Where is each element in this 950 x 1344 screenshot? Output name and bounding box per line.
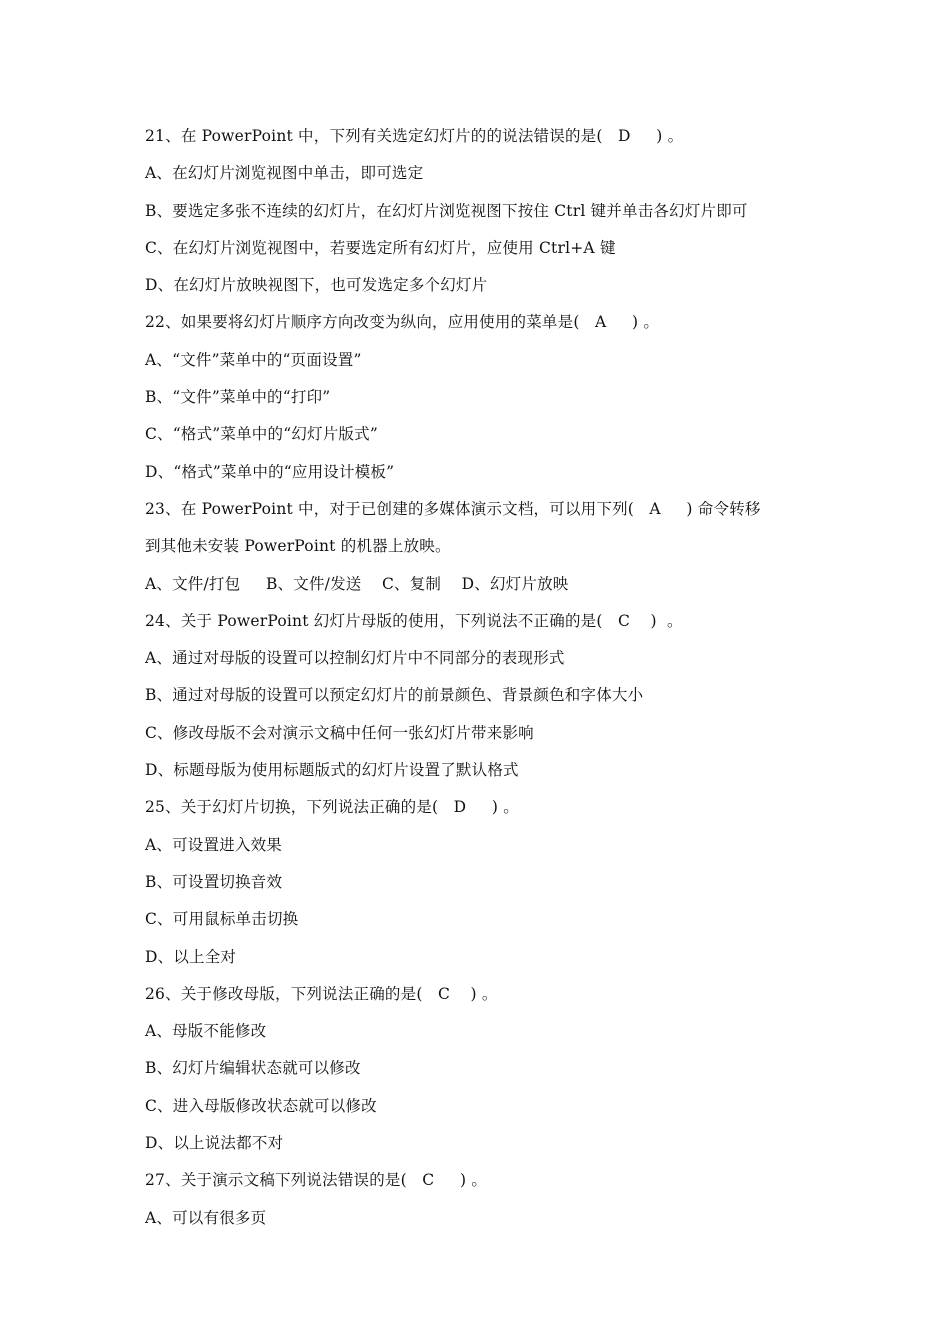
question-26-option-b: B、幻灯片编辑状态就可以修改 [145, 1059, 361, 1078]
question-25-option-d: D、以上全对 [145, 947, 237, 966]
question-25-option-c: C、可用鼠标单击切换 [145, 910, 299, 929]
question-21-option-c: C、在幻灯片浏览视图中，若要选定所有幻灯片，应使用 Ctrl+A 键 [145, 238, 616, 257]
question-24-stem: 24、关于 PowerPoint 幻灯片母版的使用，下列说法不正确的是( C ) 。 [145, 611, 683, 630]
question-25-stem: 25、关于幻灯片切换，下列说法正确的是( D ) 。 [145, 798, 519, 817]
question-24-option-b: B、通过对母版的设置可以预定幻灯片的前景颜色、背景颜色和字体大小 [145, 686, 644, 705]
question-26-stem: 26、关于修改母版，下列说法正确的是( C ) 。 [145, 984, 498, 1003]
question-27-option-a: A、可以有很多页 [145, 1208, 267, 1227]
question-25-option-b: B、可设置切换音效 [145, 872, 283, 891]
question-24-option-a: A、通过对母版的设置可以控制幻灯片中不同部分的表现形式 [145, 649, 565, 668]
question-22-option-c: C、“格式”菜单中的“幻灯片版式” [145, 425, 378, 444]
question-24-option-c: C、修改母版不会对演示文稿中任何一张幻灯片带来影响 [145, 723, 534, 742]
document-body [145, 118, 845, 1237]
question-25-option-a: A、可设置进入效果 [145, 835, 282, 854]
question-26-option-a: A、母版不能修改 [145, 1022, 267, 1041]
question-22-option-d: D、“格式”菜单中的“应用设计模板” [145, 462, 395, 481]
question-22-option-b: B、“文件”菜单中的“打印” [145, 388, 331, 407]
question-27-stem: 27、关于演示文稿下列说法错误的是( C ) 。 [145, 1171, 488, 1190]
question-26-option-d: D、以上说法都不对 [145, 1134, 284, 1153]
question-23-options: A、文件/打包 B、文件/发送 C、复制 D、幻灯片放映 [145, 574, 569, 593]
question-22-option-a: A、“文件”菜单中的“页面设置” [145, 350, 362, 369]
question-26-option-c: C、进入母版修改状态就可以修改 [145, 1096, 377, 1115]
question-21-option-d: D、在幻灯片放映视图下，也可发选定多个幻灯片 [145, 276, 488, 295]
question-24-option-d: D、标题母版为使用标题版式的幻灯片设置了默认格式 [145, 761, 519, 780]
question-21-option-b: B、要选定多张不连续的幻灯片，在幻灯片浏览视图下按住 Ctrl 键并单击各幻灯片即可 [145, 201, 748, 220]
question-23-stem: 23、在 PowerPoint 中，对于已创建的多媒体演示文档，可以用下列( A ) 命令转移 [145, 499, 761, 518]
question-22-stem: 22、如果要将幻灯片顺序方向改变为纵向，应用使用的菜单是( A ) 。 [145, 313, 660, 332]
question-21-option-a: A、在幻灯片浏览视图中单击，即可选定 [145, 164, 424, 183]
question-21-stem: 21、在 PowerPoint 中，下列有关选定幻灯片的的说法错误的是( D ) 。 [145, 127, 684, 145]
question-23-stem-continued: 到其他未安装 PowerPoint 的机器上放映。 [145, 537, 451, 556]
